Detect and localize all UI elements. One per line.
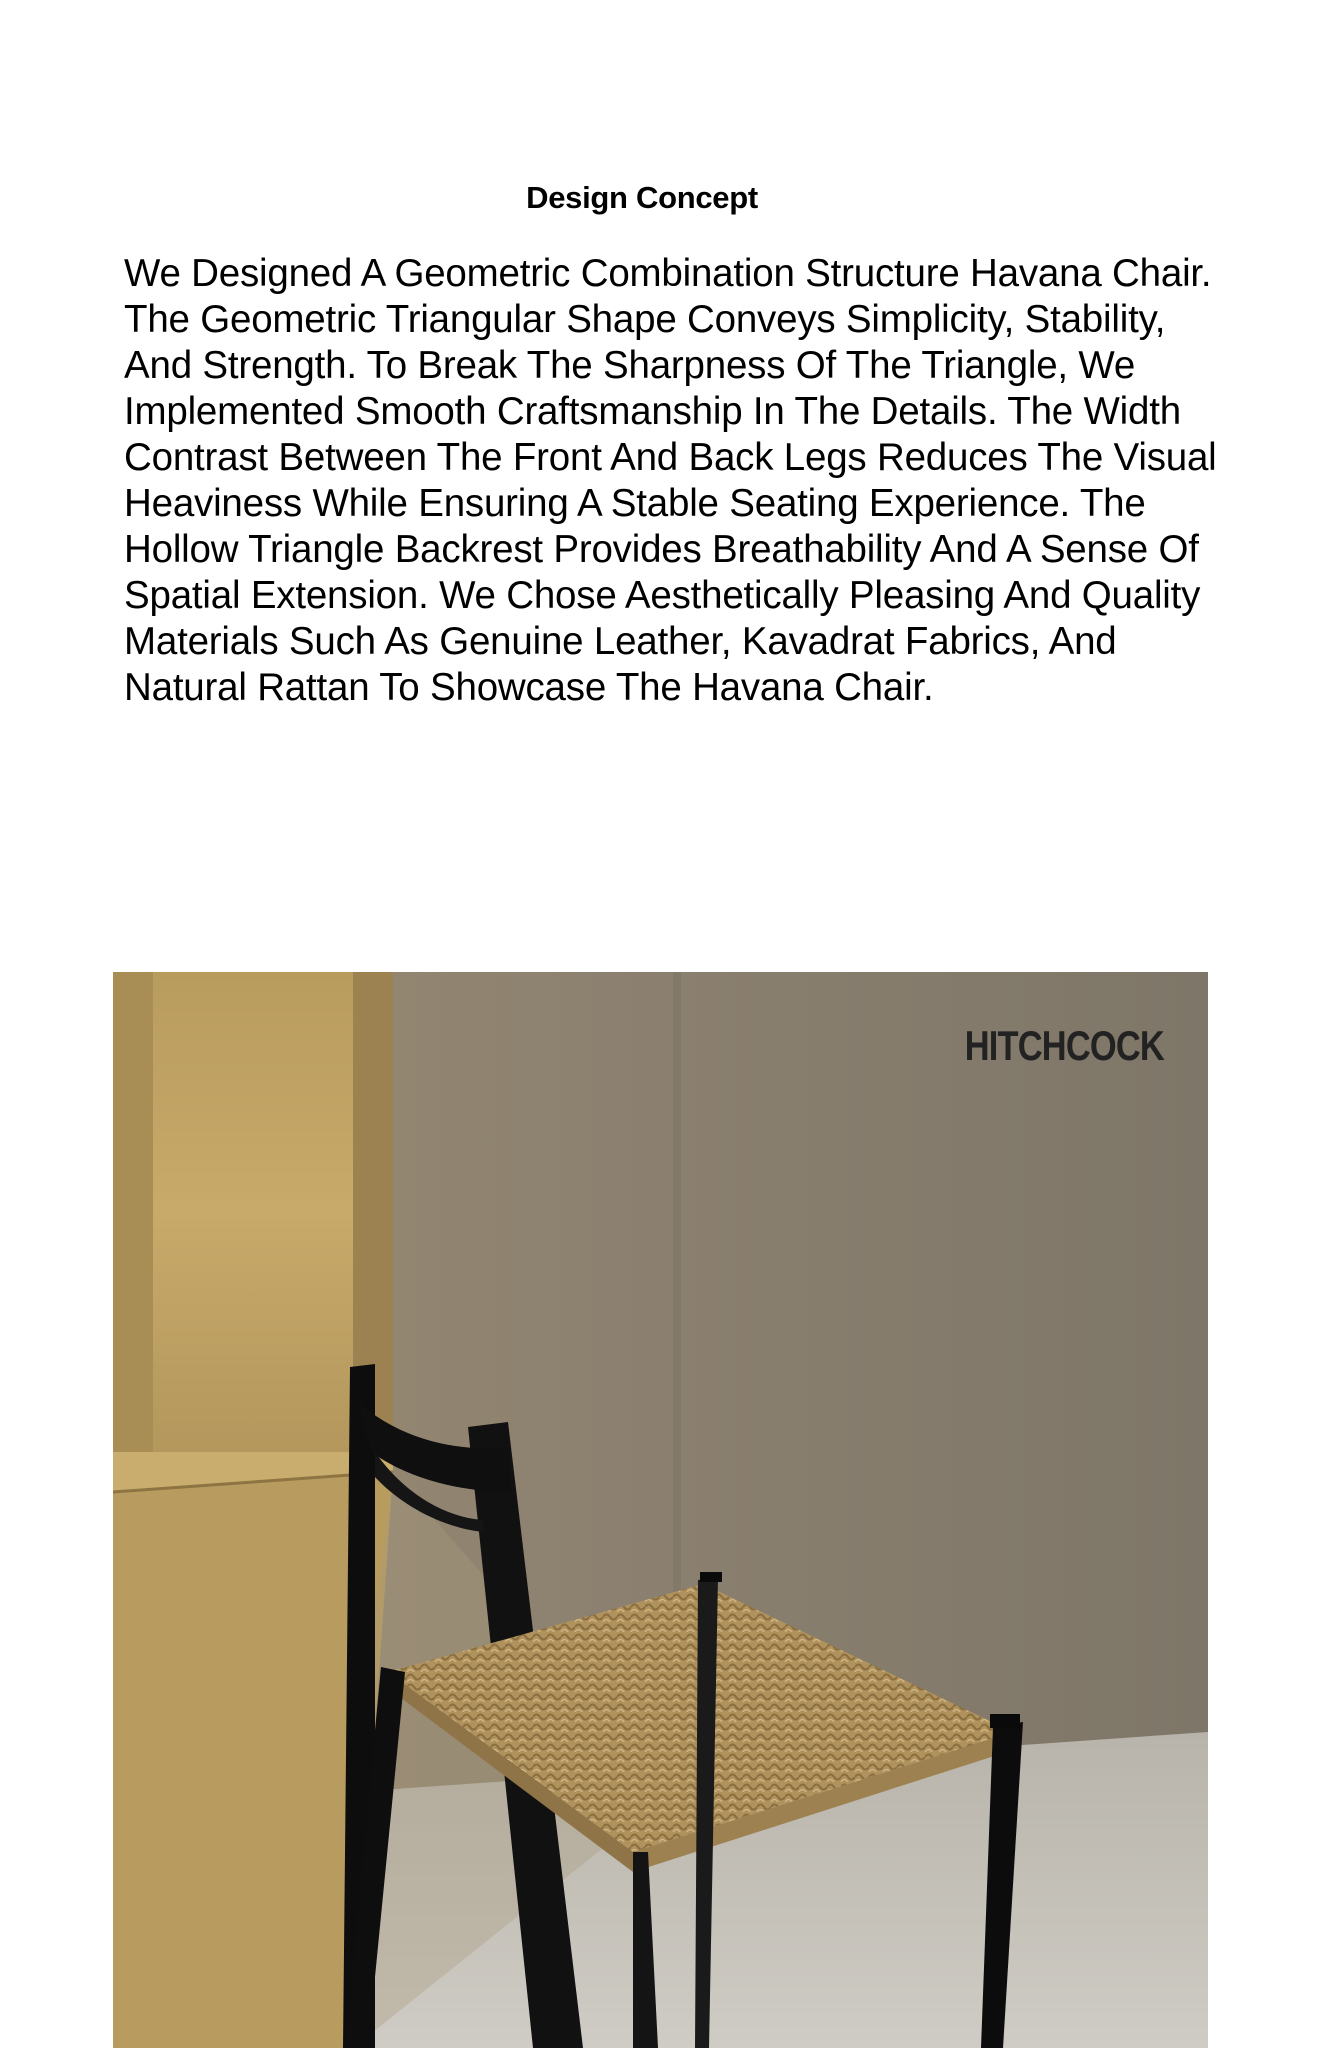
brand-logo: HITCHCOCK bbox=[964, 1022, 1164, 1069]
design-concept-text: We Designed A Geometric Combination Structure Havana Chair. The Geometric Triangular Shape Conveys Simplicity, Stability, And Strength. To Break The Sharpness Of The Triangle, We Implemented Smooth Craftsmanship In The Details. The Width Contrast Between The Front And Back Legs Reduces The Visual Heaviness While Ensuring A Stable Seating Experience. The Hollow Triangle Backrest Provides Breathability And A Sense Of Spatial Extension. We Chose Aesthetically Pleasing And Quality Materials Such As Genuine Leather, Kavadrat Fabrics, And Natural Rattan To Showcase The Havana Chair. bbox=[124, 252, 1217, 709]
chair-photo bbox=[113, 972, 1208, 2048]
section-heading: Design Concept bbox=[526, 180, 758, 215]
chair-photo-illustration bbox=[113, 972, 1208, 2048]
